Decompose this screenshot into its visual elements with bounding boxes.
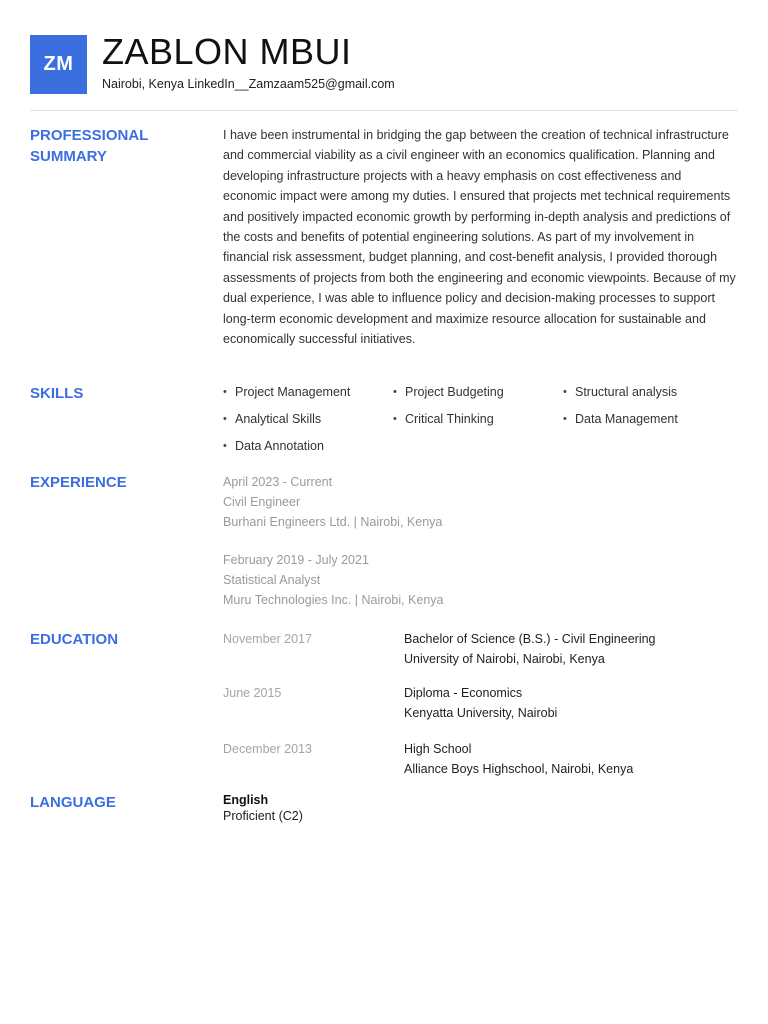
experience-item: [223, 472, 737, 532]
initials-badge: [30, 35, 87, 94]
summary-text: I have been instrumental in bridging the gap between the creation of technical infrastructure and commercial viability as a civil engineer with an economics qualification. Planning and developing infrastructure projects with a heavy emphasis on cost effectiveness and economic impact were among my duties. I ensured that projects met technical requirements and positively impacted economic growth by performing in-depth analysis and predictions of the costs and benefits of potential engineering solutions. As part of my involvement in financial risk assessment, budget planning, and cost-benefit analysis, I provided thorough assessments of projects from both the engineering and economic viewpoints. Because of my dual experience, I was able to influence policy and decision-making processes to support long-term economic development and maximize resource allocation for sustainable and economically successful initiatives.: [223, 128, 736, 347]
education-detail: [404, 739, 633, 779]
experience-section-title: EXPERIENCE: [30, 474, 127, 491]
candidate-name: ZABLON MBUI: [102, 31, 352, 72]
skill-item: • Data Management: [563, 410, 737, 429]
education-date: June 2015: [223, 686, 282, 700]
skill-item: • Structural analysis: [563, 383, 737, 402]
education-section-title: EDUCATION: [30, 631, 119, 648]
summary-section-title: [30, 125, 200, 167]
skill-item: • Critical Thinking: [393, 410, 563, 429]
skills-list: [223, 383, 737, 456]
experience-role: Statistical Analyst: [223, 573, 321, 587]
experience-item: [223, 550, 737, 610]
education-detail: [404, 683, 557, 723]
experience-dates: February 2019 - July 2021: [223, 553, 369, 567]
language-name: English: [223, 793, 269, 807]
summary-title-line2: SUMMARY: [30, 148, 107, 165]
education-degree: High School: [404, 742, 472, 756]
education-school: Kenyatta University, Nairobi: [404, 706, 558, 720]
skills-section-title: SKILLS: [30, 385, 84, 402]
experience-company: Muru Technologies Inc. | Nairobi, Kenya: [223, 593, 444, 607]
language-level: Proficient (C2): [223, 809, 303, 823]
skill-item: • Project Budgeting: [393, 383, 563, 402]
experience-list: [223, 472, 737, 628]
education-degree: Diploma - Economics: [404, 686, 523, 700]
language-section-title: LANGUAGE: [30, 794, 116, 811]
education-date: November 2017: [223, 632, 312, 646]
header-divider: [30, 110, 738, 111]
skill-item: • Data Annotation: [223, 437, 393, 456]
summary-title-line1: PROFESSIONAL: [30, 127, 149, 144]
experience-dates: April 2023 - Current: [223, 475, 333, 489]
initials: ZM: [43, 53, 74, 75]
experience-company: Burhani Engineers Ltd. | Nairobi, Kenya: [223, 515, 443, 529]
contact-info: Nairobi, Kenya LinkedIn__Zamzaam525@gmail.com: [102, 77, 395, 91]
education-degree: Bachelor of Science (B.S.) - Civil Engineering: [404, 632, 656, 646]
education-school: Alliance Boys Highschool, Nairobi, Kenya: [404, 762, 634, 776]
experience-role: Civil Engineer: [223, 495, 301, 509]
skill-item: • Analytical Skills: [223, 410, 393, 429]
education-date: December 2013: [223, 742, 312, 756]
education-detail: [404, 629, 656, 669]
education-school: University of Nairobi, Nairobi, Kenya: [404, 652, 605, 666]
skill-item: • Project Management: [223, 383, 393, 402]
language-entry: [223, 792, 737, 824]
